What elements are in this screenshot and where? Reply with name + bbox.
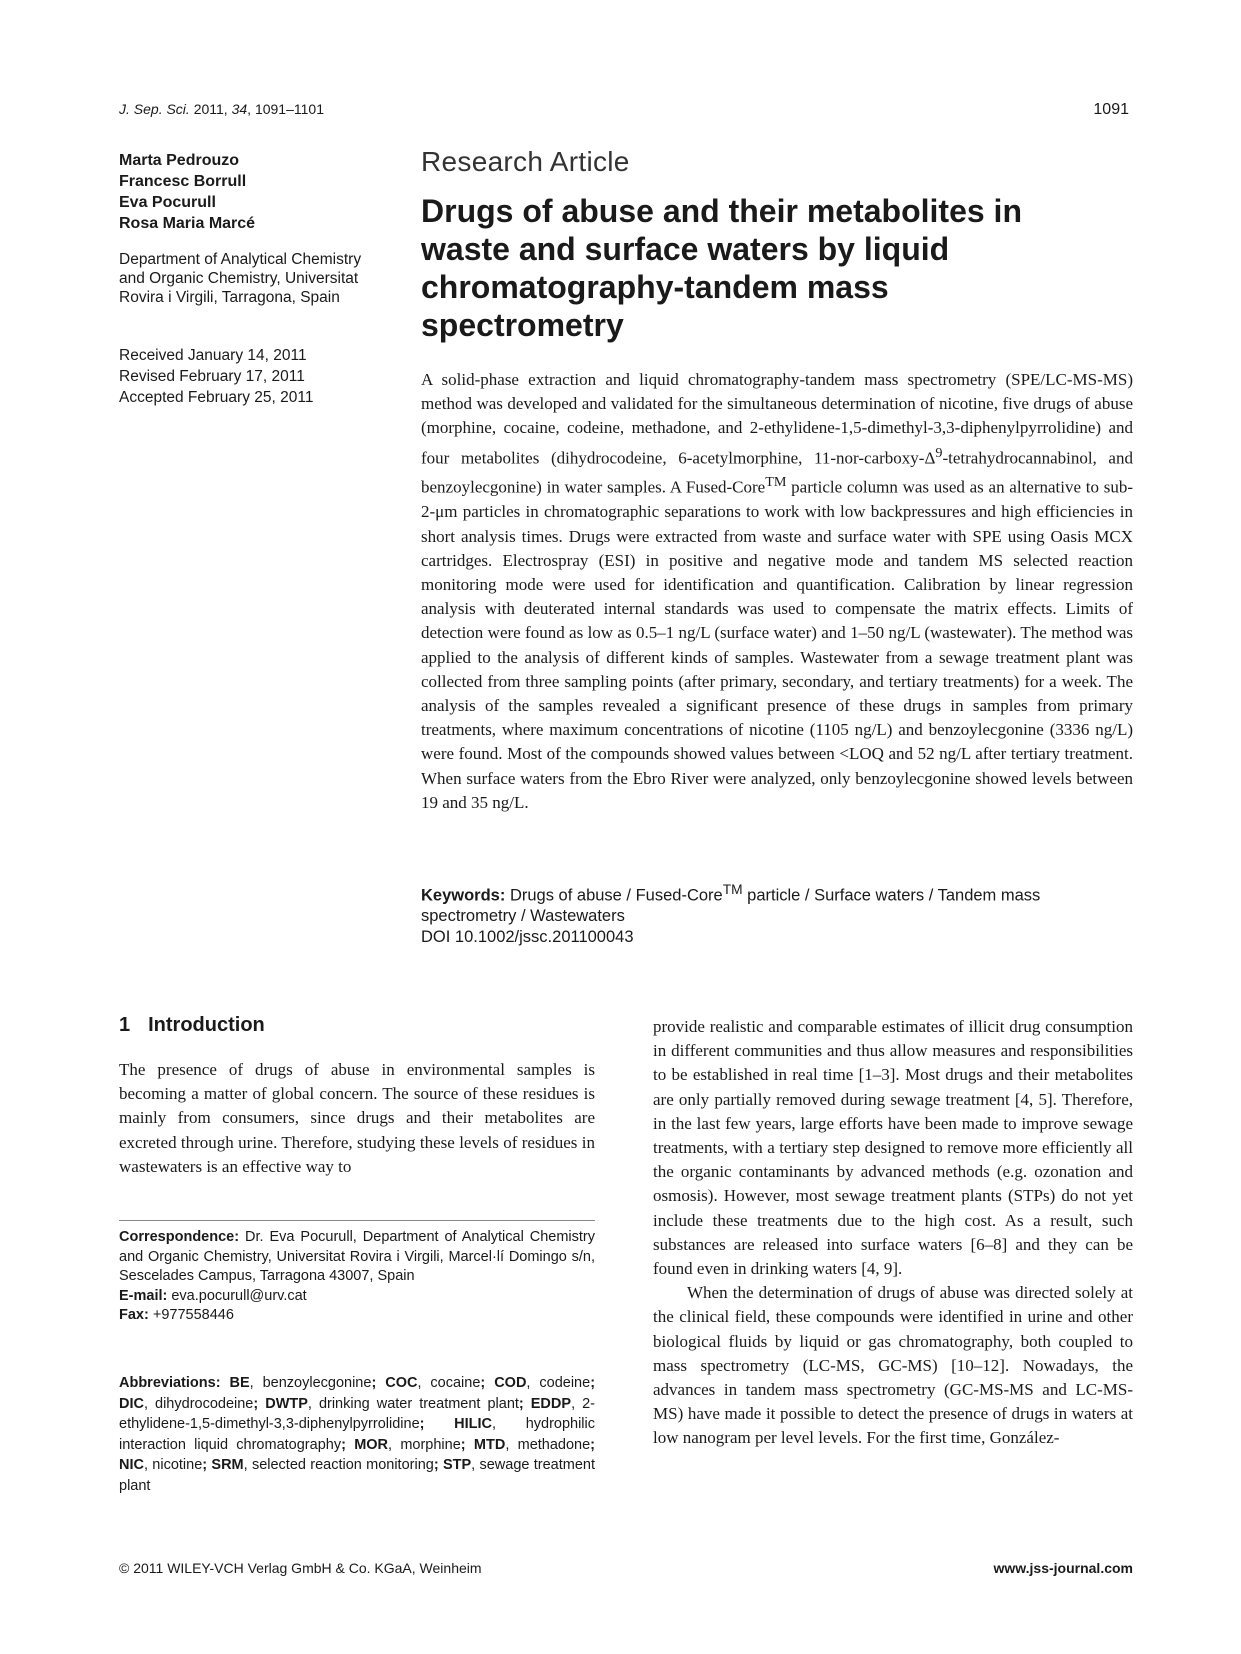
section-number: 1	[119, 1014, 131, 1036]
author-name: Eva Pocurull	[119, 194, 216, 211]
abstract-text: particle column was used as an alternative to sub-2-μm particles in chromatographic separations to work with low backpressures and high efficiencies in short analysis times. Drugs were extracted from waste and surface water with SPE using Oasis MCX cartridges. Electrospray (ESI) in positive and negative mode and tandem MS selected reaction monitoring mode were used for identification and quantification. Calibration by linear regression analysis with deuterated internal standards was used to compensate the matrix effects. Limits of detection were found as low as 0.5–1 ng/L (surface water) and 1–50 ng/L (wastewater). The method was applied to the analysis of different kinds of samples. Wastewater from a sewage treatment plant was collected from three sampling points (after primary, secondary, and tertiary treatments) for a week. The analysis of the samples revealed a significant presence of these drugs in samples from primary treatments, where maximum concentrations of nicotine (1105 ng/L) and benzoylecgonine (3336 ng/L) were found. Most of the compounds showed values between <LOQ and 52 ng/L after tertiary treatment. When surface waters from the Ebro River were analyzed, only benzoylecgonine showed levels between 19 and 35 ng/L.	[421, 478, 1133, 812]
abbreviation-term: NIC	[119, 1457, 144, 1473]
journal-pages: , 1091–1101	[247, 101, 324, 117]
abbreviation-term: BE	[229, 1375, 250, 1391]
abbreviation-definition: , hydrophilic interaction liquid chromatography	[119, 1416, 596, 1453]
abbreviation-term: DWTP	[265, 1395, 308, 1412]
abbreviation-definition: , 2-ethylidene-1,5-dimethyl-3,3-diphenylpyrrolidine	[119, 1395, 595, 1432]
abbreviation-definition: , nicotine	[143, 1457, 203, 1473]
keywords-text: Drugs of abuse / Fused-Core	[505, 886, 723, 905]
abstract	[421, 368, 1133, 815]
correspondence	[119, 1228, 595, 1326]
abbreviation-term: DIC	[119, 1395, 144, 1412]
abbreviation-definition: , sewage treatment plant	[119, 1457, 595, 1494]
abbreviation-term: HILIC	[454, 1416, 492, 1432]
page-number: 1091	[1093, 101, 1129, 118]
revised-date: Revised February 17, 2011	[119, 368, 305, 385]
correspondence-label: Correspondence:	[119, 1229, 240, 1245]
running-head	[119, 101, 1129, 117]
journal-volume: 34	[231, 101, 248, 117]
section-heading	[119, 1014, 265, 1037]
abbreviation-definition: , codeine	[526, 1375, 591, 1391]
received-date: Received January 14, 2011	[119, 347, 307, 364]
article-title: Drugs of abuse and their metabolites in waste and surface waters by liquid chromatography-tandem mass spectrometry	[421, 193, 1022, 343]
fax-label: Fax:	[119, 1307, 149, 1323]
abstract-text: A solid-phase extraction and liquid chromatography-tandem mass spectrometry (SPE/LC-MS-MS) method was developed and validated for the simultaneous determination of nicotine, five drugs of abuse (morphine, cocaine, codeine, methadone, and 2-ethylidene-1,5-dimethyl-3,3-diphenylpyrrolidine) and four metabolites (dihydrocodeine, 6-acetylmorphine, 11-nor-carboxy-Δ	[421, 370, 1133, 468]
keywords-text: particle / Surface waters / Tandem mass spectrometry / Wastewaters	[421, 886, 1041, 925]
footnote-divider	[119, 1220, 595, 1221]
article-type: Research Article	[421, 146, 630, 177]
abbreviation-term: COC	[385, 1375, 418, 1391]
abbreviation-term: MTD	[473, 1436, 506, 1453]
abbreviation-term: STP	[442, 1457, 472, 1473]
abbreviation-term: SRM	[211, 1457, 244, 1473]
intro-paragraph: provide realistic and comparable estimates of illicit drug consumption in different communities and thus allow measures and responsibilities to be established in real time [1–3]. Most drugs and their metabolites are only partially removed during sewage treatment [4, 5]. Therefore, in the last few years, large efforts have been made to improve sewage treatments, with a tertiary step designed to remove more efficiently all the organic contaminants by advanced methods (e.g. ozonation and osmosis). However, most sewage treatment plants (STPs) do not yet include these treatments due to the high cost. As a result, such substances are released into surface waters [6–8] and they can be found even in drinking waters [4, 9].	[653, 1017, 1133, 1279]
author-name: Rosa Maria Marcé	[119, 215, 256, 232]
abstract-text: -tetrahydrocannabinol, and benzoylecgonine) in water samples. A Fused-Core	[421, 448, 1133, 498]
journal-name: J. Sep. Sci.	[119, 101, 190, 117]
abbreviation-definition: , dihydrocodeine	[143, 1395, 254, 1412]
abbreviation-term: COD	[494, 1375, 527, 1391]
copyright: © 2011 WILEY-VCH Verlag GmbH & Co. KGaA, Weinheim	[119, 1560, 482, 1576]
correspondence-text: Dr. Eva Pocurull, Department of Analytical Chemistry and Organic Chemistry, Universitat Rovira i Virgili, Marcel·lí Domingo s/n, Sescelades Campus, Tarragona 43007, Spain	[119, 1229, 595, 1284]
trademark-superscript: TM	[722, 882, 743, 897]
abbreviation-definition: , methadone	[505, 1436, 591, 1453]
abbreviation-definition: , cocaine	[417, 1375, 481, 1391]
journal-year: 2011,	[193, 101, 228, 117]
article-dates	[119, 345, 369, 408]
abbreviation-definition: , drinking water treatment plant	[307, 1395, 519, 1412]
keywords	[421, 880, 1133, 947]
abbreviations-label: Abbreviations	[119, 1375, 216, 1391]
affiliation: Department of Analytical Chemistry and Organic Chemistry, Universitat Rovira i Virgili, Tarragona, Spain	[119, 251, 362, 306]
intro-paragraph: The presence of drugs of abuse in environmental samples is becoming a matter of global concern. The source of these residues is mainly from consumers, since drugs and their metabolites are excreted through urine. Therefore, studying these levels of residues in wastewaters is an effective way to	[119, 1060, 595, 1176]
abbreviation-term: EDDP	[530, 1395, 572, 1412]
section-title: Introduction	[148, 1014, 265, 1036]
abbreviation-term: MOR	[354, 1436, 389, 1453]
author-name: Francesc Borrull	[119, 173, 247, 190]
abbreviations-list: BE, benzoylecgonine; COC, cocaine; COD, codeine; DIC, dihydrocodeine; DWTP, drinking water treatment plant; EDDP, 2-ethylidene-1,5-dimethyl-3,3-diphenylpyrrolidine; HILIC, hydrophilic interaction liquid chromatography; MOR, morphine; MTD, methadone; NIC, nicotine; SRM, selected reaction monitoring; STP, sewage treatment plant	[119, 1375, 596, 1494]
abbreviations: Abbreviations: BE, benzoylecgonine; COC, cocaine; COD, codeine; DIC, dihydrocodeine; DWTP, drinking water treatment plant; EDDP, 2-ethylidene-1,5-dimethyl-3,3-diphenylpyrrolidine; HILIC, hydrophilic interaction liquid chromatography; MOR, morphine; MTD, methadone; NIC, nicotine; SRM, selected reaction monitoring; STP, sewage treatment plant	[119, 1375, 596, 1494]
trademark-superscript: TM	[765, 474, 787, 491]
abbreviation-definition: , benzoylecgonine	[249, 1375, 372, 1391]
email-address[interactable]: eva.pocurull@urv.cat	[167, 1287, 307, 1304]
author-info	[119, 150, 369, 408]
intro-right-column	[653, 1015, 1133, 1451]
abstract-superscript: 9	[935, 444, 943, 461]
keywords-label: Keywords:	[421, 886, 506, 905]
accepted-date: Accepted February 25, 2011	[119, 389, 314, 406]
abbreviation-definition: , morphine	[388, 1436, 461, 1453]
intro-paragraph: When the determination of drugs of abuse was directed solely at the clinical field, these compounds were identified in urine and other biological fluids by liquid or gas chromatography, both coupled to mass spectrometry (LC-MS, GC-MS) [10–12]. Nowadays, the advances in tandem mass spectrometry (GC-MS-MS and LC-MS-MS) have made it possible to detect the presence of drugs in waters at low nanogram per level levels. For the first time, González-	[653, 1283, 1133, 1448]
abbreviation-definition: , selected reaction monitoring	[243, 1457, 434, 1473]
author-name: Marta Pedrouzo	[119, 152, 240, 169]
doi: DOI 10.1002/jssc.201100043	[421, 927, 634, 946]
fax-number: +977558446	[148, 1307, 234, 1323]
email-label: E-mail:	[119, 1287, 168, 1304]
title-block	[421, 146, 1133, 344]
journal-url[interactable]: www.jss-journal.com	[993, 1560, 1133, 1576]
